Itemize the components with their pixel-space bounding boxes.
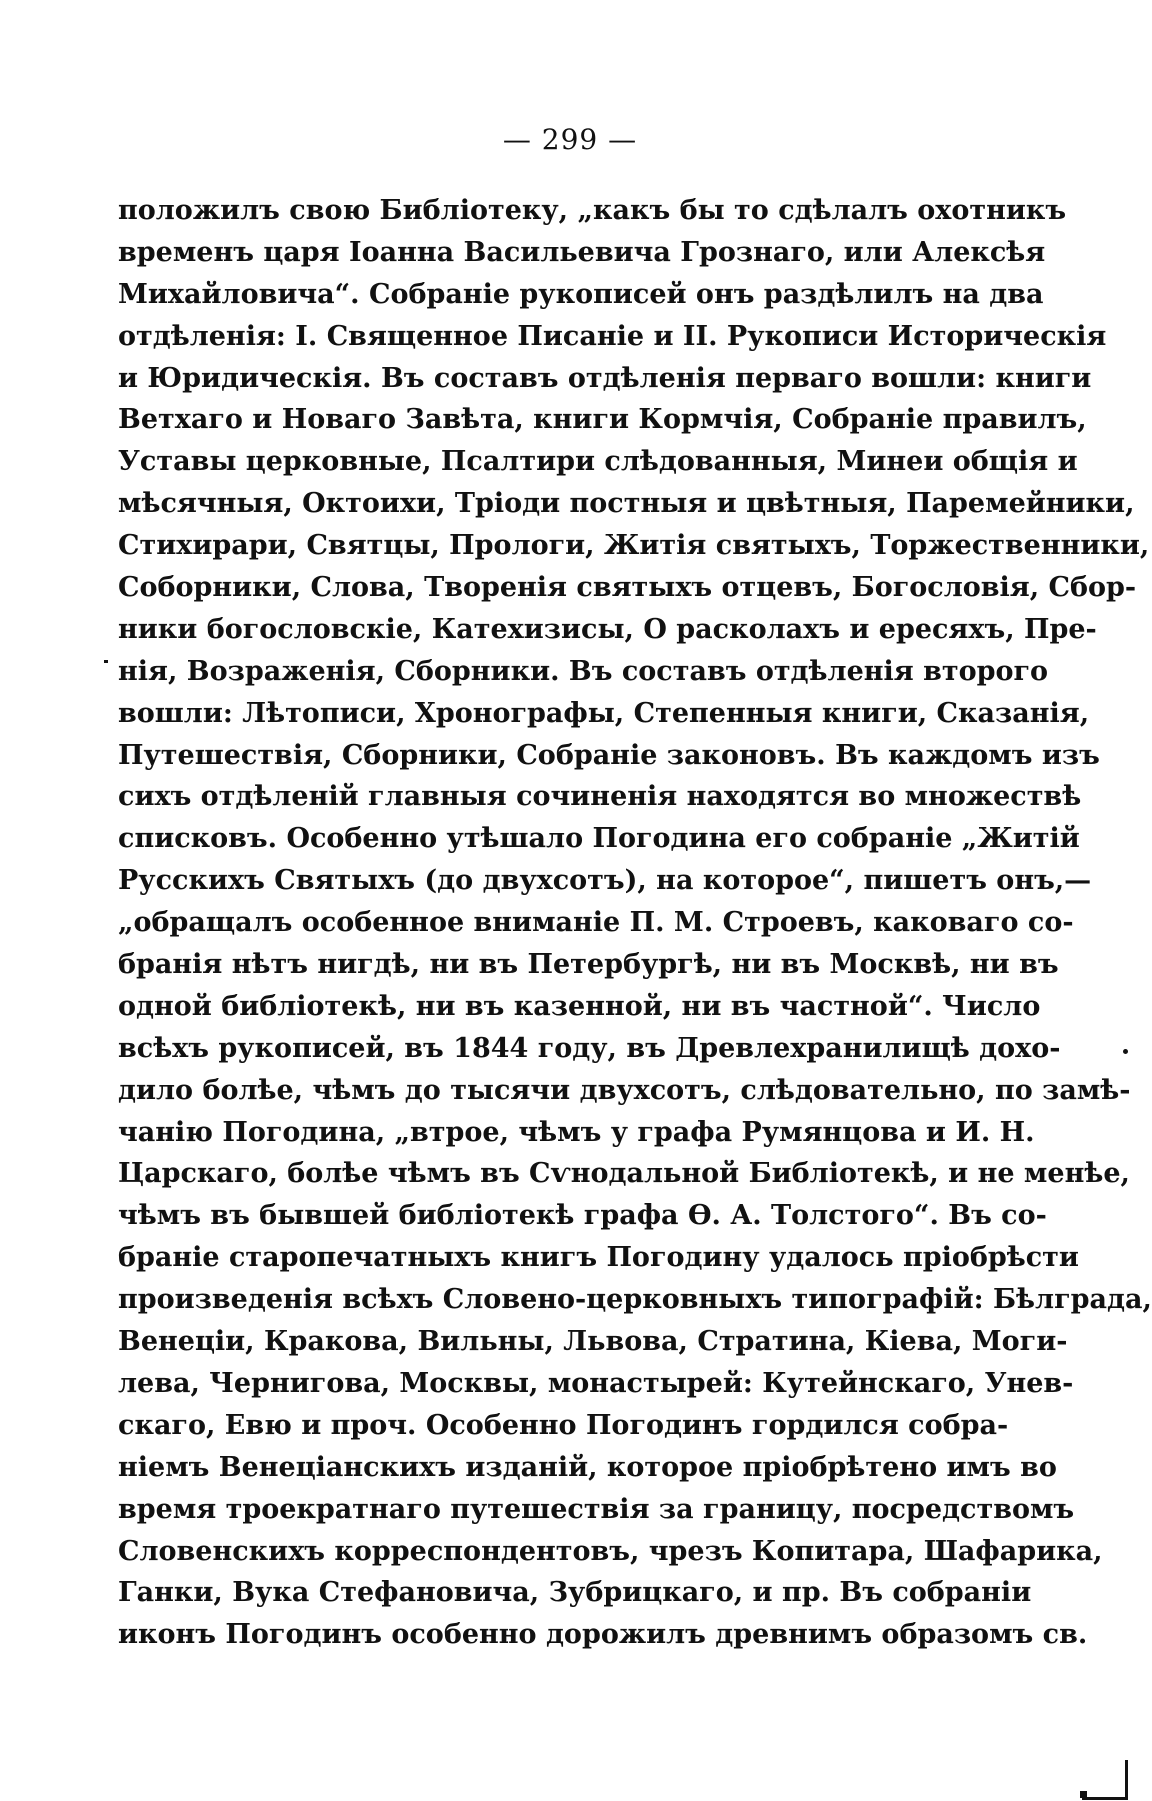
text-line: Венеціи, Кракова, Вильны, Львова, Стратина, Кіева, Моги-	[118, 1326, 1068, 1358]
text-line: время троекратнаго путешествія за границу, посредствомъ	[118, 1493, 1075, 1525]
text-line: Ветхаго и Новаго Завѣта, книги Кормчія, Собраніе правилъ,	[118, 404, 1087, 436]
text-line: Русскихъ Святыхъ (до двухсотъ), на которое“, пишетъ онъ,—	[118, 865, 1092, 897]
text-line: временъ царя Іоанна Васильевича Грознаго, или Алексѣя	[118, 236, 1046, 268]
text-line: Царскаго, болѣе чѣмъ въ Сѵнодальной Библіотекѣ, и не менѣе,	[118, 1158, 1130, 1190]
text-line: Соборники, Слова, Творенія святыхъ отцевъ, Богословія, Сбор-	[118, 572, 1137, 604]
text-line: списковъ. Особенно утѣшало Погодина его собраніе „Житій	[118, 823, 1080, 855]
page-number: — 299 —	[502, 123, 638, 156]
text-line: дило болѣе, чѣмъ до тысячи двухсотъ, слѣдовательно, по замѣ-	[118, 1074, 1131, 1106]
text-line: браніе старопечатныхъ книгъ Погодину удалось пріобрѣсти	[118, 1242, 1079, 1274]
text-line: и Юридическія. Въ составъ отдѣленія перваго вошли: книги	[118, 362, 1092, 394]
ink-speck	[1080, 1791, 1087, 1798]
text-line: положилъ свою Библіотеку, „какъ бы то сдѣлалъ охотникъ	[118, 195, 1067, 226]
text-line: Путешествія, Сборники, Собраніе законовъ. Въ каждомъ изъ	[118, 739, 1100, 771]
text-line: отдѣленія: I. Священное Писаніе и II. Рукописи Историческія	[118, 320, 1107, 352]
text-line: бранія нѣтъ нигдѣ, ни въ Петербургѣ, ни въ Москвѣ, ни въ	[118, 949, 1059, 981]
text-line: лева, Чернигова, Москвы, монастырей: Кутейнскаго, Унев-	[118, 1367, 1074, 1399]
text-line: Словенскихъ корреспондентовъ, чрезъ Копитара, Шафарика,	[118, 1535, 1103, 1567]
text-line: Ганки, Вука Стефановича, Зубрицкаго, и пр. Въ собраніи	[118, 1577, 1032, 1609]
page-corner-mark	[1082, 1797, 1126, 1800]
text-line: иконъ Погодинъ особенно дорожилъ древнимъ образомъ св.	[118, 1619, 1088, 1651]
text-line: Стихирари, Святцы, Прологи, Житія святыхъ, Торжественники,	[118, 530, 1150, 562]
ink-speck	[104, 660, 108, 663]
text-line: сихъ отдѣленій главныя сочиненія находятся во множествѣ	[118, 781, 1082, 813]
ink-speck	[1123, 1049, 1128, 1054]
text-line: „обращалъ особенное вниманіе П. М. Строевъ, каковаго со-	[118, 907, 1074, 939]
text-line: нія, Возраженія, Сборники. Въ составъ отдѣленія второго	[118, 655, 1049, 687]
text-line: Уставы церковные, Псалтири слѣдованныя, Минеи общія и	[118, 446, 1078, 478]
text-line: чѣмъ въ бывшей библіотекѣ графа Ѳ. А. Толстого“. Въ со-	[118, 1200, 1047, 1232]
body-text	[118, 190, 1152, 1656]
text-line: скаго, Евю и проч. Особенно Погодинъ гордился собра-	[118, 1409, 1009, 1441]
text-line: ніемъ Венеціанскихъ изданій, которое пріобрѣтено имъ во	[118, 1451, 1057, 1483]
text-line: ники богословскіе, Катехизисы, О расколахъ и ересяхъ, Пре-	[118, 613, 1097, 645]
text-line: чанію Погодина, „втрое, чѣмъ у графа Румянцова и И. Н.	[118, 1116, 1035, 1148]
text-line: Михайловича“. Собраніе рукописей онъ раздѣлилъ на два	[118, 278, 1044, 310]
text-line: мѣсячныя, Октоихи, Тріоди постныя и цвѣтныя, Паремейники,	[118, 488, 1135, 520]
text-line: произведенія всѣхъ Словено-церковныхъ типографій: Бѣлграда,	[118, 1284, 1152, 1316]
text-line: всѣхъ рукописей, въ 1844 году, въ Древлехранилищѣ дохо-	[118, 1032, 1061, 1064]
text-line: одной библіотекѣ, ни въ казенной, ни въ частной“. Число	[118, 990, 1041, 1022]
text-line: вошли: Лѣтописи, Хронографы, Степенныя книги, Сказанія,	[118, 697, 1090, 729]
page-corner-mark	[1125, 1760, 1128, 1800]
